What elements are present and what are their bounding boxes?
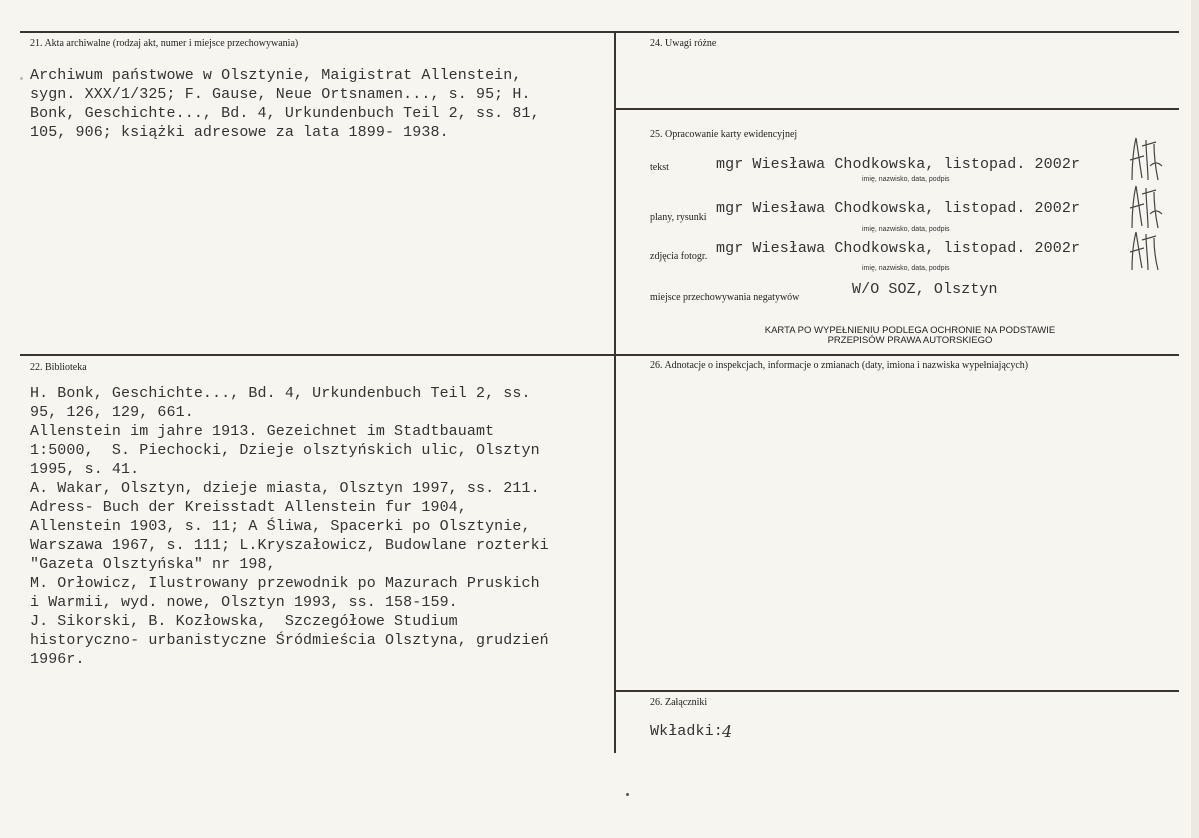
row-label-plany: plany, rysunki — [650, 212, 707, 223]
negatives-value: W/O SOZ, Olsztyn — [852, 281, 998, 298]
right-rule-25 — [615, 354, 1179, 356]
copyright-notice-1: KARTA PO WYPEŁNIENIU PODLEGA OCHRONIE NA PODSTAWIE — [764, 325, 1056, 336]
center-rule — [614, 31, 616, 753]
signature-plany — [1126, 180, 1166, 232]
row-value-plany: mgr Wiesława Chodkowska, listopad. 2002r — [716, 200, 1081, 217]
row-label-tekst: tekst — [650, 162, 669, 173]
section-21-title: 21. Akta archiwalne (rodzaj akt, numer i miejsce przechowywania) — [30, 38, 299, 49]
section-21-line: Bonk, Geschichte..., Bd. 4, Urkundenbuch Teil 2, ss. 81, — [30, 105, 540, 122]
right-edge — [1191, 0, 1199, 838]
paper-speck — [20, 77, 23, 80]
top-rule — [20, 31, 1179, 33]
section-21-line: 105, 906; książki adresowe za lata 1899- 1938. — [30, 124, 449, 141]
section-21-line: sygn. XXX/1/325; F. Gause, Neue Ortsnamen..., s. 95; H. — [30, 86, 531, 103]
section-22-line: Allenstein im jahre 1913. Gezeichnet im Stadtbauamt — [30, 423, 495, 440]
section-22-line: Warszawa 1967, s. 111; L.Kryszałowicz, Budowlane rozterki — [30, 537, 549, 554]
row-value-tekst: mgr Wiesława Chodkowska, listopad. 2002r — [716, 156, 1081, 173]
negatives-label: miejsce przechowywania negatywów — [650, 292, 800, 303]
section-22-line: 1995, s. 41. — [30, 461, 140, 478]
attachments-count: 4 — [722, 722, 733, 741]
right-rule-24 — [615, 108, 1179, 110]
row-hint-tekst: imię, nazwisko, data, podpis — [862, 176, 950, 183]
section-22-line: "Gazeta Olsztyńska" nr 198, — [30, 556, 276, 573]
section-22-line: 95, 126, 129, 661. — [30, 404, 194, 421]
row-value-zdjecia: mgr Wiesława Chodkowska, listopad. 2002r — [716, 240, 1081, 257]
section-22-line: M. Orłowicz, Ilustrowany przewodnik po Mazurach Pruskich — [30, 575, 540, 592]
section-26-attachments-title: 26. Załączniki — [650, 697, 708, 708]
section-22-title: 22. Biblioteka — [30, 362, 87, 373]
row-label-zdjecia: zdjęcia fotogr. — [650, 251, 708, 262]
paper-speck — [626, 793, 629, 796]
section-22-line: H. Bonk, Geschichte..., Bd. 4, Urkundenbuch Teil 2, ss. — [30, 385, 531, 402]
attachments-value: Wkładki: — [650, 723, 723, 740]
right-rule-26 — [615, 690, 1179, 692]
section-22-line: A. Wakar, Olsztyn, dzieje miasta, Olsztyn 1997, ss. 211. — [30, 480, 540, 497]
section-24-title: 24. Uwagi różne — [650, 38, 717, 49]
section-22-line: i Warmii, wyd. nowe, Olsztyn 1993, ss. 158-159. — [30, 594, 458, 611]
section-22-line: 1996r. — [30, 651, 85, 668]
signature-tekst — [1126, 132, 1166, 184]
section-22-line: historyczno- urbanistyczne Śródmieścia Olsztyna, grudzień — [30, 632, 549, 649]
section-25-title: 25. Opracowanie karty ewidencyjnej — [650, 129, 798, 140]
left-middle-rule — [20, 354, 616, 356]
row-hint-zdjecia: imię, nazwisko, data, podpis — [862, 265, 950, 272]
copyright-notice-2: PRZEPISÓW PRAWA AUTORSKIEGO — [827, 335, 993, 346]
section-22-line: J. Sikorski, B. Kozłowska, Szczegółowe Studium — [30, 613, 458, 630]
section-21-line: Archiwum państwowe w Olsztynie, Maigistrat Allenstein, — [30, 67, 522, 84]
row-hint-plany: imię, nazwisko, data, podpis — [862, 226, 950, 233]
section-22-line: Adress- Buch der Kreisstadt Allenstein fur 1904, — [30, 499, 467, 516]
section-22-line: 1:5000, S. Piechocki, Dzieje olsztyńskich ulic, Olsztyn — [30, 442, 540, 459]
section-26-notes-title: 26. Adnotacje o inspekcjach, informacje o zmianach (daty, imiona i nazwiska wypełniających) — [650, 360, 1029, 371]
signature-zdjecia — [1126, 226, 1166, 274]
section-22-line: Allenstein 1903, s. 11; A Śliwa, Spacerki po Olsztynie, — [30, 518, 531, 535]
